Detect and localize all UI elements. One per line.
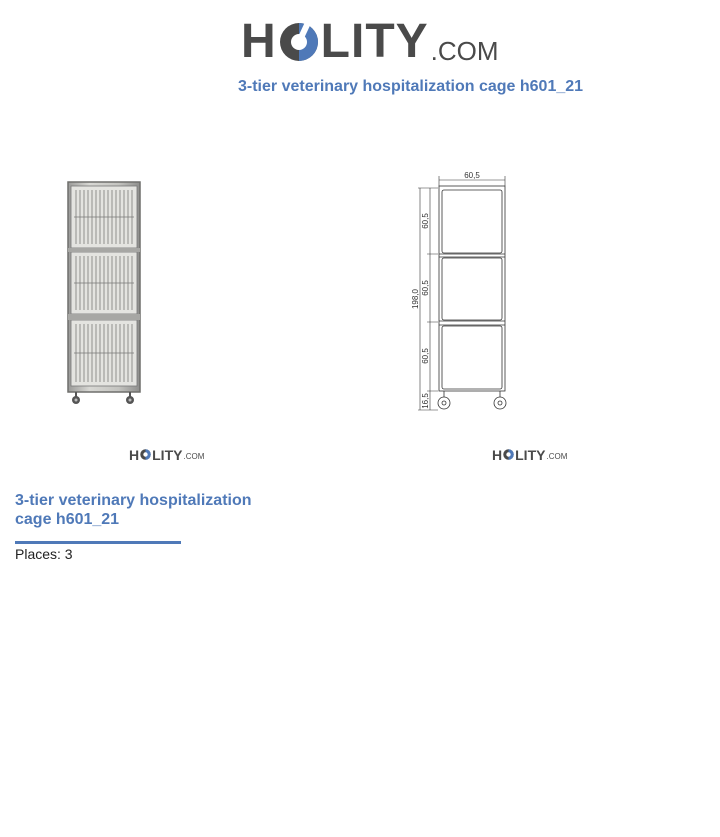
logo-o-icon — [140, 448, 151, 461]
logo-letter-h: H — [129, 447, 140, 463]
dim-tier-1: 60,5 — [421, 213, 430, 229]
cage-photo — [66, 180, 142, 405]
logo-o-icon — [279, 20, 319, 64]
logo-letter-h: H — [241, 15, 277, 68]
logo-suffix: .COM — [430, 36, 499, 66]
dim-base: 16,5 — [421, 393, 430, 409]
page-title: 3-tier veterinary hospitalization cage h601_21 — [238, 78, 584, 95]
logo-letters: LITY — [320, 15, 429, 68]
logo-letter-h: H — [492, 447, 503, 463]
logo-suffix: .COM — [183, 452, 205, 461]
logo-letters: LITY — [515, 447, 546, 463]
title-divider — [15, 541, 181, 544]
logo-suffix: .COM — [546, 452, 568, 461]
watermark-logo-right — [492, 446, 567, 462]
dim-tier-2: 60,5 — [421, 280, 430, 296]
technical-drawing — [408, 170, 512, 414]
logo-o-icon — [503, 448, 514, 461]
dim-total-height: 198,0 — [411, 288, 420, 310]
product-title: 3-tier veterinary hospitalization cage h601_21 — [15, 492, 252, 528]
dim-width: 60,5 — [464, 171, 480, 180]
watermark-logo-left — [129, 446, 204, 462]
places-spec: Places: 3 — [15, 546, 73, 562]
brand-logo[interactable] — [241, 14, 499, 66]
dim-tier-3: 60,5 — [421, 348, 430, 364]
logo-letters: LITY — [152, 447, 183, 463]
